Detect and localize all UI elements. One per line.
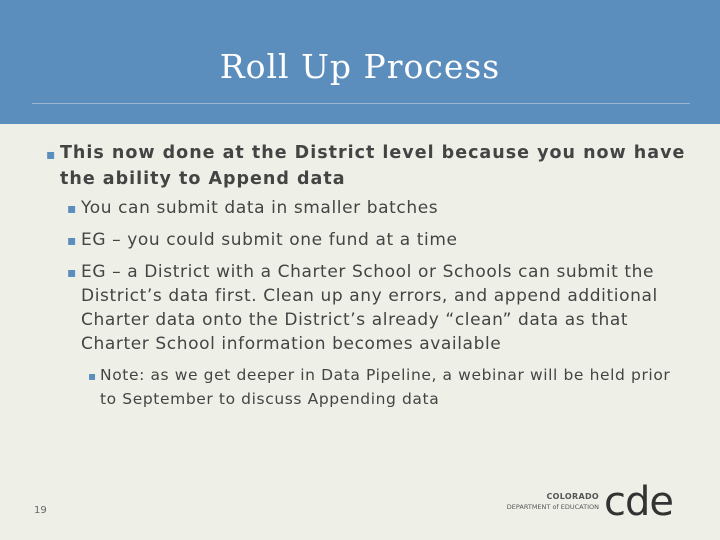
bullet-level2: ▪ EG – you could submit one fund at a time bbox=[67, 228, 686, 252]
page-number: 19 bbox=[34, 505, 47, 516]
bullet-square-icon: ▪ bbox=[67, 265, 78, 281]
logo-wordmark: cde bbox=[604, 479, 673, 525]
bullet-level3: ▪ Note: as we get deeper in Data Pipeline, a webinar will be held prior to September to discuss Appending data bbox=[88, 366, 671, 408]
bullet-level2: ▪ You can submit data in smaller batches bbox=[67, 196, 686, 220]
title-divider bbox=[32, 103, 690, 104]
bullet-list bbox=[46, 140, 686, 411]
bullet-square-icon: ▪ bbox=[88, 369, 97, 383]
logo-state-text: COLORADO bbox=[546, 492, 599, 501]
slide-title: Roll Up Process bbox=[219, 47, 501, 86]
bullet-square-icon: ▪ bbox=[67, 233, 78, 249]
bullet-square-icon: ▪ bbox=[46, 147, 57, 163]
cde-logo bbox=[487, 479, 697, 525]
bullet-square-icon: ▪ bbox=[67, 201, 78, 217]
bullet-level1: ▪ This now done at the District level because you now have the ability to Append data bbox=[46, 143, 686, 189]
logo-department-text: DEPARTMENT of EDUCATION bbox=[506, 503, 599, 511]
header-band bbox=[0, 0, 720, 124]
bullet-level2: ▪ EG – a District with a Charter School or Schools can submit the District’s data first. Clean up any errors, and append additional Charter data onto the District’s already “clean” data as that Charter School information becomes available bbox=[67, 262, 658, 354]
